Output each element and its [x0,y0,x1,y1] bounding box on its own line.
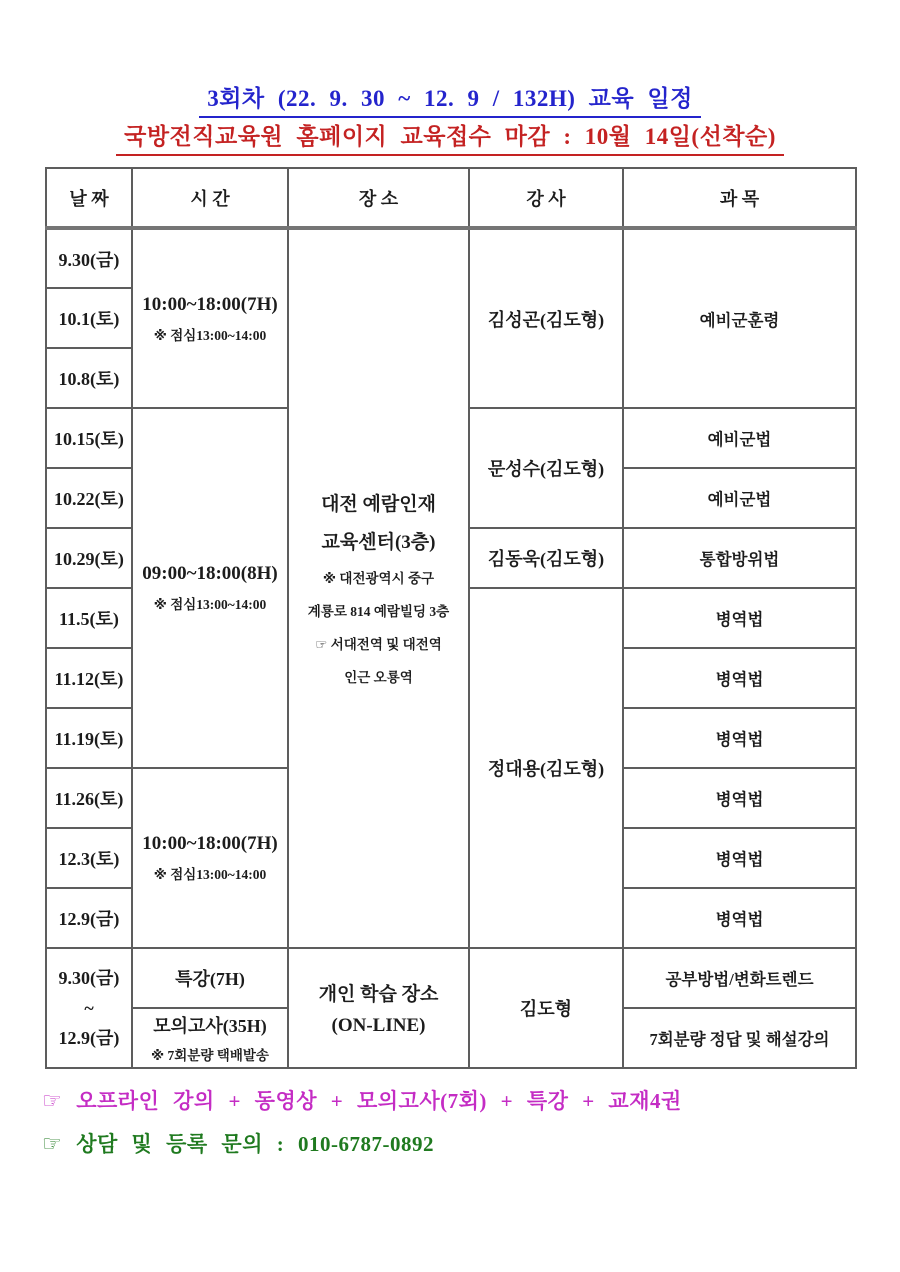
subject-cell: 통합방위법 [623,528,856,588]
column-header-date: 날 짜 [46,168,132,228]
instructor-cell: 김성곤(김도형) [469,228,623,408]
page-title-deadline-text: 국방전직교육원 홈페이지 교육접수 마감 : 10월 14일(선착순) [116,118,784,156]
place-cell-online [288,948,469,1068]
time-cell [132,768,288,948]
date-cell: 12.9(금) [46,888,132,948]
instructor-cell: 김동욱(김도형) [469,528,623,588]
subject-cell: 7회분량 정답 및 해설강의 [623,1008,856,1068]
table-row [46,948,856,1008]
time-cell [132,228,288,408]
column-header-instructor: 강 사 [469,168,623,228]
date-cell: 12.3(토) [46,828,132,888]
subject-cell: 예비군법 [623,408,856,468]
time-cell [132,408,288,768]
place-name-line2: 교육센터(3층) [321,532,436,553]
column-header-subject: 과 목 [623,168,856,228]
online-place-line1: 개인 학습 장소 [318,984,439,1005]
time-cell-mock-exam [132,1008,288,1068]
time-range: 10:00~18:00(7H) [142,833,278,854]
lunch-note: ※ 점심13:00~14:00 [153,597,267,612]
date-cell: 10.1(토) [46,288,132,348]
time-cell-special-lecture [132,948,288,1008]
date-cell: 10.8(토) [46,348,132,408]
date-cell: 11.26(토) [46,768,132,828]
page-title-deadline [0,118,900,156]
footer-package-text: 오프라인 강의 + 동영상 + 모의고사(7회) + 특강 + 교재4권 [76,1089,682,1113]
subject-cell: 병역법 [623,588,856,648]
footer-notes [42,1085,682,1171]
place-transit-line1: ☞ 서대전역 및 대전역 [315,637,442,652]
date-cell: 9.30(금) [46,228,132,288]
time-range: 09:00~18:00(8H) [142,563,278,584]
delivery-note: ※ 7회분량 택배발송 [151,1048,269,1063]
page-title-session [0,80,900,118]
instructor-cell: 정대용(김도형) [469,588,623,948]
subject-cell: 병역법 [623,888,856,948]
special-lecture-label: 특강(7H) [175,969,245,989]
subject-cell: 병역법 [623,828,856,888]
schedule-table [45,167,857,1069]
instructor-cell: 김도형 [469,948,623,1068]
date-cell: 10.15(토) [46,408,132,468]
date-cell: 10.29(토) [46,528,132,588]
date-range-cell [46,948,132,1068]
place-address-line1: ※ 대전광역시 중구 [322,571,435,586]
subject-cell: 병역법 [623,768,856,828]
column-header-place: 장 소 [288,168,469,228]
footer-note-contact [42,1128,682,1158]
footer-note-package [42,1085,682,1115]
footer-contact-text: 상담 및 등록 문의 : 010-6787-0892 [76,1132,434,1156]
lunch-note: ※ 점심13:00~14:00 [153,327,267,343]
page-title-session-text: 3회차 (22. 9. 30 ~ 12. 9 / 132H) 교육 일정 [199,80,701,118]
lunch-note: ※ 점심13:00~14:00 [153,867,267,882]
subject-cell: 공부방법/변화트렌드 [623,948,856,1008]
time-range: 10:00~18:00(7H) [142,293,278,315]
pointing-hand-icon: ☞ [42,1088,63,1113]
place-cell-offline [288,228,469,948]
mock-exam-label: 모의고사(35H) [153,1016,267,1036]
subject-cell: 예비군법 [623,468,856,528]
column-header-time: 시 간 [132,168,288,228]
subject-cell: 병역법 [623,648,856,708]
date-cell: 10.22(토) [46,468,132,528]
date-cell: 11.5(토) [46,588,132,648]
date-range-tilde: ~ [84,998,94,1018]
subject-cell: 병역법 [623,708,856,768]
place-name-line1: 대전 예람인재 [321,494,436,515]
date-cell: 11.12(토) [46,648,132,708]
online-place-line2: (ON-LINE) [331,1015,426,1036]
place-address-line2: 계룡로 814 예람빌딩 3층 [307,604,450,619]
instructor-cell: 문성수(김도형) [469,408,623,528]
date-range-to: 12.9(금) [58,1028,120,1048]
table-row [46,228,856,288]
subject-cell: 예비군훈령 [623,228,856,408]
header-row [46,168,856,228]
place-transit-line2: 인근 오룡역 [344,670,413,685]
date-range-from: 9.30(금) [58,968,120,988]
date-cell: 11.19(토) [46,708,132,768]
pointing-hand-icon: ☞ [42,1131,63,1156]
